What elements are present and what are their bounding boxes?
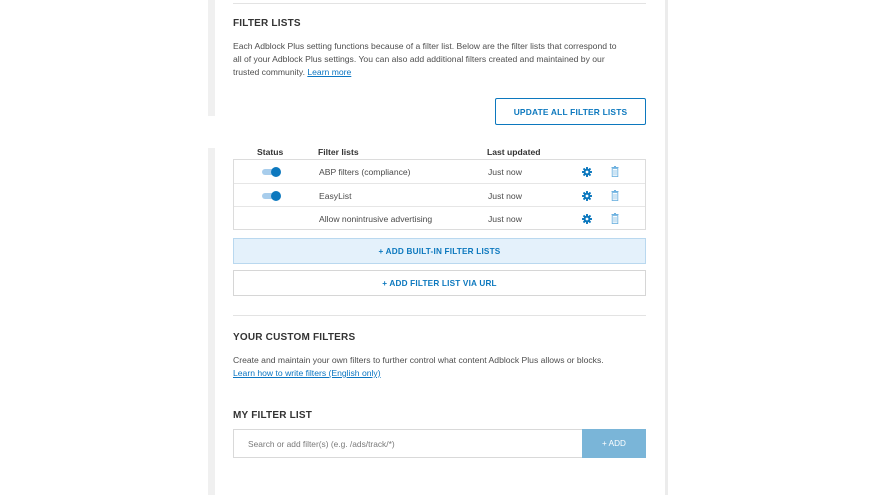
update-all-filter-lists-button[interactable]: UPDATE ALL FILTER LISTS [495,98,646,125]
settings-content [233,0,646,495]
filter-list-name: ABP filters (compliance) [319,166,411,177]
panel-border-left-bottom [208,148,215,495]
toggle-knob [271,191,281,201]
table-row [234,183,645,206]
learn-more-link[interactable]: Learn more [307,67,352,77]
table-row [234,206,645,229]
description-line-1: Each Adblock Plus setting functions because of a filter list. Below are the filter lists that correspond to [233,41,617,51]
filter-list-name: EasyList [319,190,352,201]
table-row [234,160,645,183]
trash-icon[interactable] [611,213,619,224]
column-header-status: Status [257,147,284,157]
custom-filters-description-text: Create and maintain your own filters to further control what content Adblock Plus allows or blocks. [233,355,604,365]
description-line-2: all of your Adblock Plus settings. You can also add additional filters created and maintained by our [233,54,605,64]
filter-list-table [233,159,646,230]
gear-icon[interactable] [582,167,592,177]
filter-lists-description [233,40,646,79]
description-line-3-text: trusted community. [233,67,305,77]
add-filter-button[interactable]: + ADD [582,429,646,458]
panel-border-right [665,0,668,495]
add-built-in-filter-lists-button[interactable]: + ADD BUILT-IN FILTER LISTS [233,238,646,264]
filter-search-input[interactable] [233,429,582,458]
column-header-filter-lists: Filter lists [318,147,359,157]
filter-list-name: Allow nonintrusive advertising [319,213,433,224]
gear-icon[interactable] [582,214,592,224]
filter-lists-title: FILTER LISTS [233,18,301,29]
column-header-last-updated: Last updated [487,147,541,157]
filter-list-updated: Just now [488,213,522,224]
status-toggle[interactable] [262,168,280,176]
section-divider [233,315,646,316]
gear-icon[interactable] [582,191,592,201]
trash-icon[interactable] [611,166,619,177]
custom-filters-title: YOUR CUSTOM FILTERS [233,332,356,343]
trash-icon[interactable] [611,190,619,201]
add-filter-list-via-url-button[interactable]: + ADD FILTER LIST VIA URL [233,270,646,296]
description-line-3 [233,66,646,79]
panel-border-left-top [208,0,215,116]
custom-filters-description [233,354,646,380]
learn-how-to-write-filters-link[interactable]: Learn how to write filters (English only) [233,368,381,378]
my-filter-list-title: MY FILTER LIST [233,410,313,421]
toggle-knob [271,167,281,177]
top-divider [233,3,646,4]
filter-list-updated: Just now [488,166,522,177]
status-toggle[interactable] [262,192,280,200]
filter-list-updated: Just now [488,190,522,201]
